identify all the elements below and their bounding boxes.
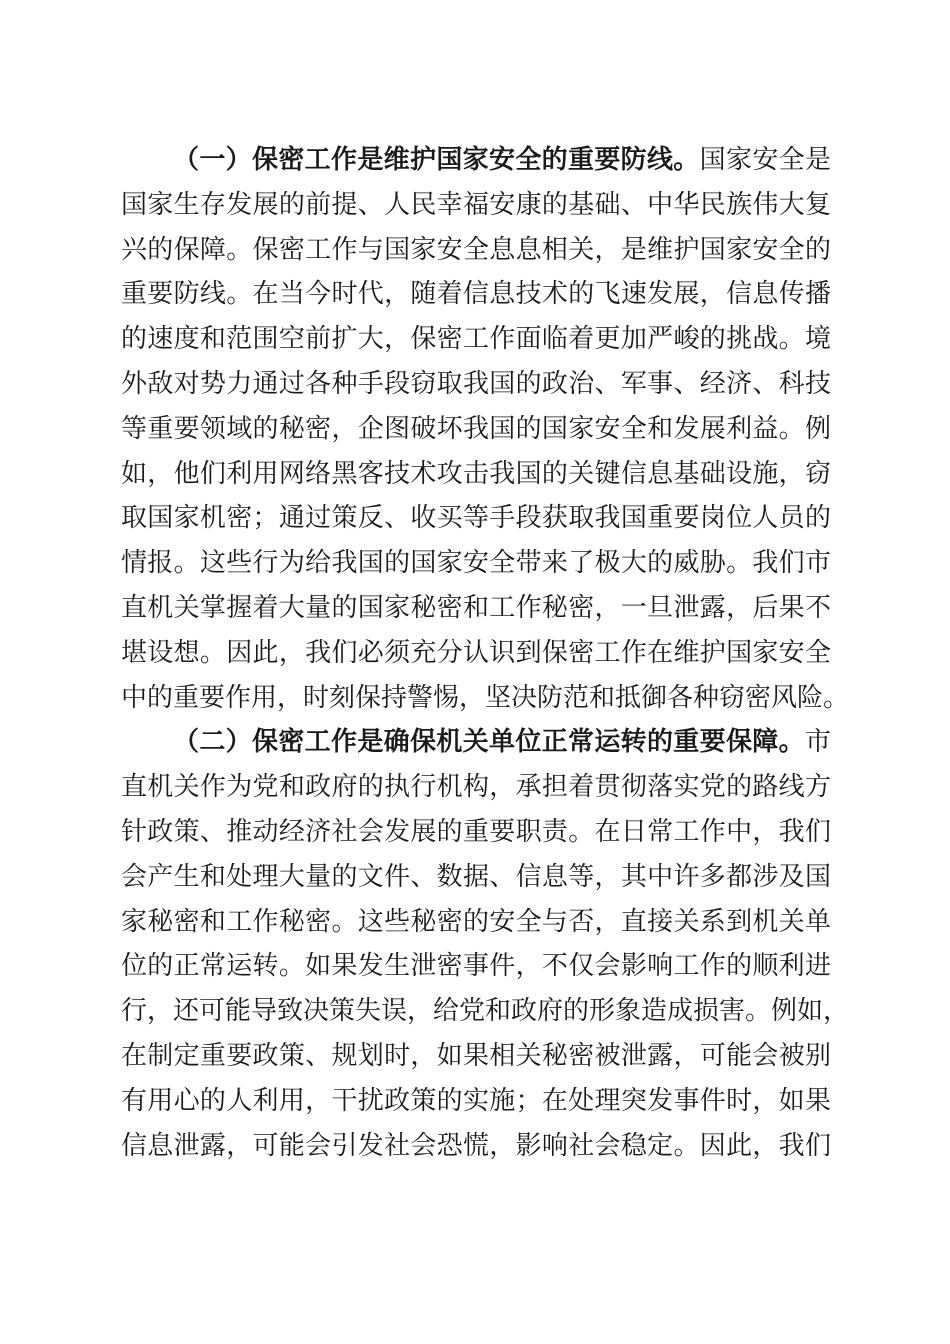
- paragraph-2-line: 在制定重要政策、规划时，如果相关秘密被泄露，可能会被别: [121, 1040, 831, 1071]
- paragraph-1-line-1-rest: 国家安全是: [699, 145, 831, 175]
- paragraph-2-line: 直机关作为党和政府的执行机构，承担着贯彻落实党的路线方: [121, 772, 831, 803]
- document-body: [121, 138, 850, 1168]
- paragraph-1-line: 的速度和范围空前扩大，保密工作面临着更加严峻的挑战。境: [121, 324, 831, 355]
- paragraph-1-line: 堪设想。因此，我们必须充分认识到保密工作在维护国家安全: [121, 637, 831, 668]
- paragraph-2-line: 针政策、推动经济社会发展的重要职责。在日常工作中，我们: [121, 816, 831, 847]
- paragraph-2-line: 位的正常运转。如果发生泄密事件，不仅会影响工作的顺利进: [121, 951, 831, 982]
- paragraph-2-line-1-rest: 市: [804, 727, 831, 758]
- paragraph-1-line: 等重要领域的秘密，企图破坏我国的国家安全和发展利益。例: [121, 413, 831, 444]
- paragraph-1-line: 中的重要作用，时刻保持警惕，坚决防范和抵御各种窃密风险。: [121, 682, 850, 713]
- paragraph-1-line: 外敌对势力通过各种手段窃取我国的政治、军事、经济、科技: [121, 368, 831, 399]
- paragraph-1-line: 兴的保障。保密工作与国家安全息息相关，是维护国家安全的: [121, 234, 831, 265]
- paragraph-1-line-1: [121, 138, 831, 183]
- paragraph-1-line: 取国家机密；通过策反、收买等手段获取我国重要岗位人员的: [121, 503, 831, 534]
- paragraph-2-line: 家秘密和工作秘密。这些秘密的安全与否，直接关系到机关单: [121, 906, 831, 937]
- paragraph-2-line-1: [121, 720, 831, 765]
- paragraph-1-line: 重要防线。在当今时代，随着信息技术的飞速发展，信息传播: [121, 279, 831, 310]
- paragraph-1-line: 情报。这些行为给我国的国家安全带来了极大的威胁。我们市: [121, 548, 831, 579]
- section-1-heading: （一）保密工作是维护国家安全的重要防线。: [173, 145, 700, 175]
- paragraph-2-line: 行，还可能导致决策失误，给党和政府的形象造成损害。例如，: [121, 996, 850, 1027]
- paragraph-2-line: 信息泄露，可能会引发社会恐慌，影响社会稳定。因此，我们: [121, 1130, 831, 1161]
- paragraph-1-line: 国家生存发展的前提、人民幸福安康的基础、中华民族伟大复: [121, 189, 831, 220]
- section-2-heading: （二）保密工作是确保机关单位正常运转的重要保障。: [173, 727, 805, 758]
- paragraph-2-line: 有用心的人利用，干扰政策的实施；在处理突发事件时，如果: [121, 1085, 831, 1116]
- paragraph-1-line: 直机关掌握着大量的国家秘密和工作秘密，一旦泄露，后果不: [121, 592, 831, 623]
- paragraph-1-line: 如，他们利用网络黑客技术攻击我国的关键信息基础设施，窃: [121, 458, 831, 489]
- paragraph-2-line: 会产生和处理大量的文件、数据、信息等，其中许多都涉及国: [121, 861, 831, 892]
